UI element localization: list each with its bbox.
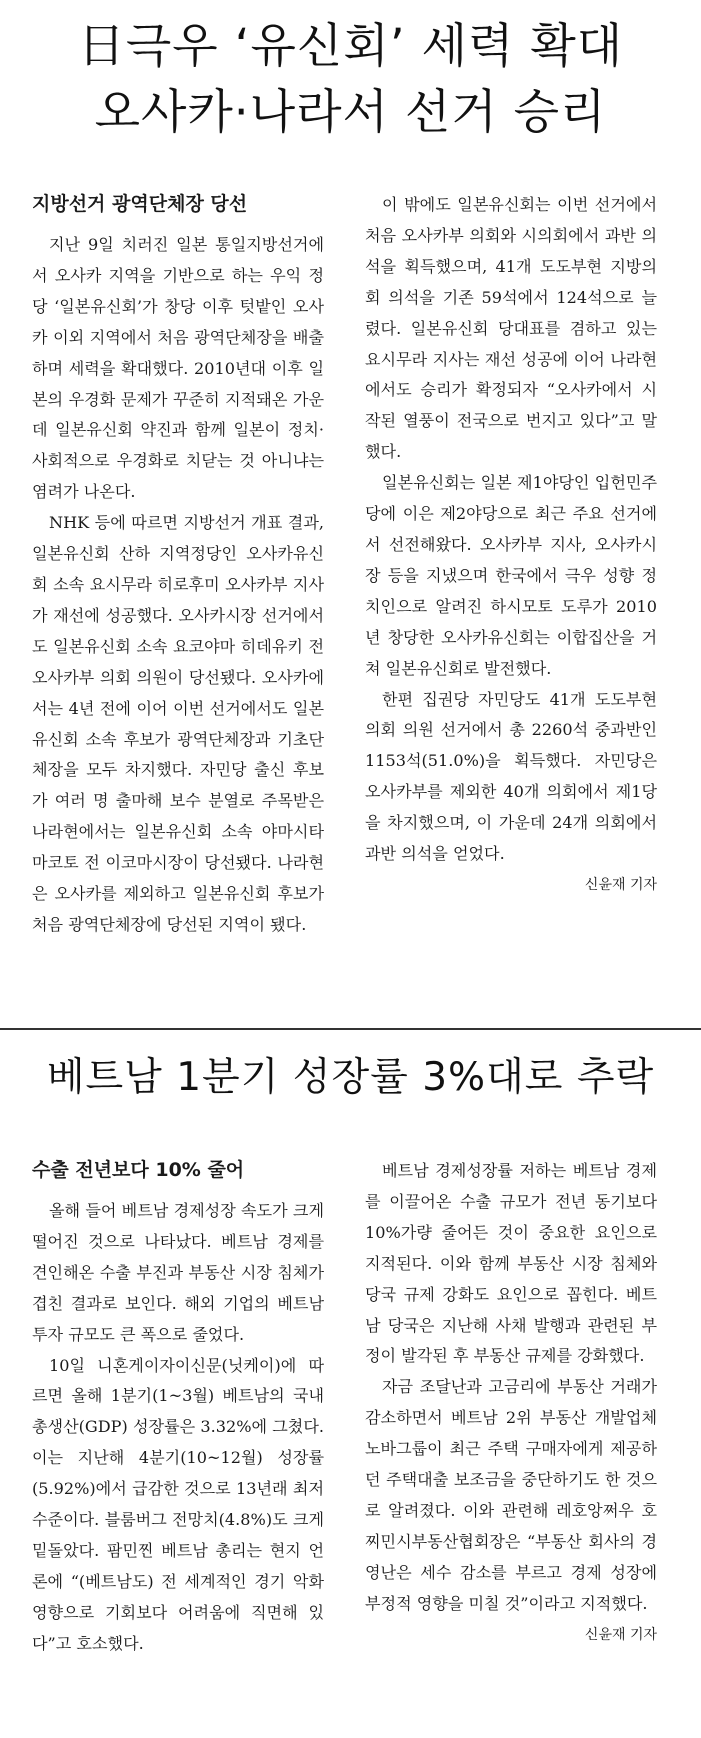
article1-column-left xyxy=(32,184,324,934)
paragraph: 이 밖에도 일본유신회는 이번 선거에서 처음 오사카부 의회와 시의회에서 과반 의석을 획득했으며, 41개 도도부현 지방의회 의석을 기존 59석에서 124석으로 늘렸다. 일본유신회 당대표를 겸하고 있는 요시무라 지사는 재선 성공에 이어 나라현에서도 승리가 확정되자 “오사카에서 시작된 열풍이 전국으로 번지고 있다”고 말했다. xyxy=(365,195,657,462)
paragraph: 지난 9일 치러진 일본 통일지방선거에서 오사카 지역을 기반으로 하는 우익 정당 ‘일본유신회’가 창당 이후 텃밭인 오사카 이외 지역에서 처음 광역단체장을 배출하며 세력을 확대했다. 2010년대 이후 일본의 우경화 문제가 꾸준히 지적돼온 가운데 일본유신회 약진과 함께 일본이 정치·사회적으로 우경화로 치닫는 것 아니냐는 염려가 나온다. xyxy=(32,235,324,502)
subhead: 지방선거 광역단체장 당선 xyxy=(32,193,248,215)
byline: 신윤재 기자 xyxy=(584,876,657,893)
paragraph: 베트남 경제성장률 저하는 베트남 경제를 이끌어온 수출 규모가 전년 동기보다 10%가량 줄어든 것이 중요한 요인으로 지적된다. 이와 함께 부동산 시장 침체와 당국 규제 강화도 요인으로 꼽힌다. 베트남 당국은 지난해 사채 발행과 관련된 부정이 발각된 후 부동산 규제를 강화했다. xyxy=(365,1161,657,1366)
article-divider xyxy=(0,1028,701,1030)
article2-column-right xyxy=(365,1156,657,1651)
headline-line-2: 오사카·나라서 선거 승리 xyxy=(94,85,607,140)
headline-line-1: 日극우 ‘유신회’ 세력 확대 xyxy=(77,19,624,74)
article2-column-left xyxy=(32,1150,324,1660)
paragraph: 올해 들어 베트남 경제성장 속도가 크게 떨어진 것으로 나타났다. 베트남 경제를 견인해온 수출 부진과 부동산 시장 침체가 겹친 결과로 보인다. 해외 기업의 베트남 투자 규모도 큰 폭으로 줄었다. xyxy=(32,1201,324,1344)
headline: 베트남 1분기 성장률 3%대로 추락 xyxy=(46,1055,655,1100)
paragraph: 10일 니혼게이자이신문(닛케이)에 따르면 올해 1분기(1~3월) 베트남의 국내총생산(GDP) 성장률은 3.32%에 그쳤다. 이는 지난해 4분기(10~12월) 성장률(5.92%)에서 급감한 것으로 13년래 최저 수준이다. 블룸버그 전망치(4.8%)도 크게 밑돌았다. 팜민찐 베트남 총리는 현지 언론에 “(베트남도) 전 세계적인 경기 악화 영향으로 기회보다 어려움에 직면해 있다”고 호소했다. xyxy=(32,1355,324,1653)
subhead: 수출 전년보다 10% 줄어 xyxy=(32,1159,245,1181)
paragraph: NHK 등에 따르면 지방선거 개표 결과, 일본유신회 산하 지역정당인 오사카유신회 소속 요시무라 히로후미 오사카부 지사가 재선에 성공했다. 오사카시장 선거에서도 일본유신회 소속 요코야마 히데유키 전 오사카부 의회 의원이 당선됐다. 오사카에서는 4년 전에 이어 이번 선거에서도 일본유신회 소속 후보가 광역단체장과 기초단체장을 모두 차지했다. 자민당 출신 후보가 여러 명 출마해 보수 분열로 주목받은 나라현에서는 일본유신회 소속 야마시타 마코토 전 이코마시장이 당선됐다. 나라현은 오사카를 제외하고 일본유신회 후보가 처음 광역단체장에 당선된 지역이 됐다. xyxy=(32,513,324,934)
paragraph: 일본유신회는 일본 제1야당인 입헌민주당에 이은 제2야당으로 최근 주요 선거에서 선전해왔다. 오사카부 지사, 오사카시장 등을 지냈으며 한국에서 극우 성향 정치인으로 알려진 하시모토 도루가 2010년 창당한 오사카유신회는 이합집산을 거쳐 일본유신회로 발전했다. xyxy=(365,473,657,678)
paragraph: 한편 집권당 자민당도 41개 도도부현 의회 의원 선거에서 총 2260석 중과반인 1153석(51.0%)을 획득했다. 자민당은 오사카부를 제외한 40개 의회에서 제1당을 차지했으며, 이 가운데 24개 의회에서 과반 의석을 얻었다. xyxy=(365,689,657,864)
byline: 신윤재 기자 xyxy=(584,1626,657,1643)
headline xyxy=(0,14,701,146)
article1-column-right xyxy=(365,190,657,901)
paragraph: 자금 조달난과 고금리에 부동산 거래가 감소하면서 베트남 2위 부동산 개발업체 노바그룹이 최근 주택 구매자에게 제공하던 주택대출 보조금을 중단하기도 한 것으로 알려졌다. 이와 관련해 레호앙쩌우 호찌민시부동산협회장은 “부동산 회사의 경영난은 세수 감소를 부르고 경제 성장에 부정적 영향을 미칠 것”이라고 지적했다. xyxy=(365,1377,657,1613)
